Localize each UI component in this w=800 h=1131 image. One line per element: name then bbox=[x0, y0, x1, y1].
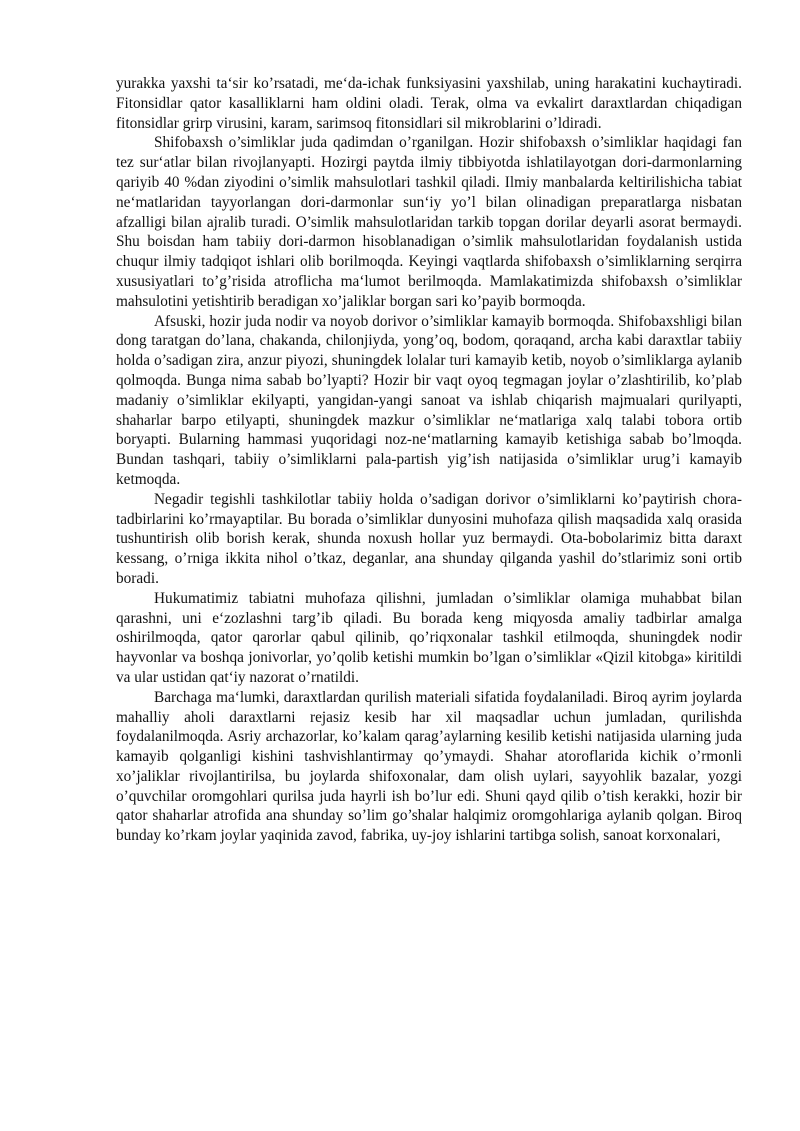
paragraph-3: Afsuski, hozir juda nodir va noyob dorivor o’simliklar kamayib bormoqda. Shifobaxshligi bilan dong taratgan do’lana, chakanda, chilonjiyda, yong’oq, bodom, qoraqand, archa kabi daraxtlar tabiiy holda o’sadigan zira, anzur piyozi, shuningdek lolalar turi kamayib ketib, noyob o’simliklarga aylanib qolmoqda. Bunga nima sabab bo’lyapti? Hozir bir vaqt oyoq tegmagan joylar o’zlashtirilib, ko’plab madaniy o’simliklar ekilyapti, yangidan-yangi sanoat va ishlab chiqarish majmualari qurilyapti, shaharlar barpo etilyapti, shuningdek mazkur o’simliklar ne‘matlariga xalq talabi tobora ortib boryapti. Bularning hammasi yuqoridagi noz-ne‘matlarning kamayib ketishiga sabab bo’lmoqda. Bundan tashqari, tabiiy o’simliklarni pala-partish yig’ish natijasida o’simliklar urug’i kamayib ketmoqda. bbox=[116, 312, 742, 488]
paragraph-2: Shifobaxsh o’simliklar juda qadimdan o’rganilgan. Hozir shifobaxsh o’simliklar haqidagi fan tez sur‘atlar bilan rivojlanyapti. Hozirgi paytda ilmiy tibbiyotda ishlatilayotgan dori-darmonlarning qariyib 40 %dan ziyodini o’simlik mahsulotlari tashkil qiladi. Ilmiy manbalarda keltirilishicha tabiat ne‘matlaridan tayyorlangan dori-darmonlar sun‘iy yo’l bilan olinadigan preparatlarga nisbatan afzalligi bilan ajralib turadi. O’simlik mahsulotlaridan tarkib topgan dorilar deyarli asorat bermaydi. Shu boisdan ham tabiiy dori-darmon hisoblanadigan o’simlik mahsulotlaridan foydalanish ustida chuqur ilmiy tadqiqot ishlari olib borilmoqda. Keyingi vaqtlarda shifobaxsh o’simliklarning serqirra xususiyatlari to’g’risida atroflicha ma‘lumot berilmoqda. Mamlakatimizda shifobaxsh o’simliklar mahsulotini yetishtirib beradigan xo’jaliklar borgan sari ko’payib bormoqda. bbox=[116, 134, 742, 310]
paragraph-1: yurakka yaxshi ta‘sir ko’rsatadi, me‘da-ichak funksiyasini yaxshilab, uning harakatini kuchaytiradi. Fitonsidlar qator kasalliklarni ham oldini oladi. Terak, olma va evkalirt daraxtlardan chiqadigan fitonsidlar grirp virusini, karam, sarimsoq fitonsidlari sil mikroblarini o’ldiradi. bbox=[116, 75, 742, 132]
paragraph-6: Barchaga ma‘lumki, daraxtlardan qurilish materiali sifatida foydalaniladi. Biroq ayrim joylarda mahalliy aholi daraxtlarni rejasiz kesib har xil maqsadlar uchun jumladan, qurilishda foydalanilmoqda. Asriy archazorlar, ko’kalam qarag’aylarning kesilib ketishi natijasida ularning juda kamayib qolganligi kishini tashvishlantirmay qo’ymaydi. Shahar atoroflarida kichik o’rmonli xo’jaliklar rivojlantirilsa, bu joylarda shifoxonalar, dam olish uylari, sayyohlik bazalar, yozgi o’quvchilar oromgohlari qurilsa juda hayrli ish bo’lur edi. Shuni qayd qilib o’tish kerakki, hozir bir qator shaharlar atrofida ana shunday so’lim go’shalar halqimiz oromgohlariga aylanib qolgan. Biroq bunday ko’rkam joylar yaqinida zavod, fabrika, uy-joy ishlarini tartibga solish, sanoat korxonalari, bbox=[116, 688, 742, 845]
paragraph-4: Negadir tegishli tashkilotlar tabiiy holda o’sadigan dorivor o’simliklarni ko’paytirish chora-tadbirlarini ko’rmayaptilar. Bu borada o’simliklar dunyosini muhofaza qilish maqsadida xalq orasida tushuntirish olib borish kerak, shunda noxush hollar yuz bermaydi. Ota-bobolarimiz bitta daraxt kessang, o’rniga ikkita nihol o’tkaz, deganlar, ana shunday qilganda yashil do’stlarimiz soni ortib boradi. bbox=[116, 490, 742, 587]
document-page bbox=[116, 74, 742, 846]
paragraph-5: Hukumatimiz tabiatni muhofaza qilishni, jumladan o’simliklar olamiga muhabbat bilan qarashni, uni e‘zozlashni targ’ib qiladi. Bu borada keng miqyosda amaliy tadbirlar amalga oshirilmoqda, qator qarorlar qabul qilinib, qo’riqxonalar tashkil etilmoqda, shuningdek nodir hayvonlar va boshqa jonivorlar, yo’qolib ketishi mumkin bo’lgan o’simliklar «Qizil kitobga» kiritildi va ular ustidan qat‘iy nazorat o’rnatildi. bbox=[116, 589, 742, 686]
